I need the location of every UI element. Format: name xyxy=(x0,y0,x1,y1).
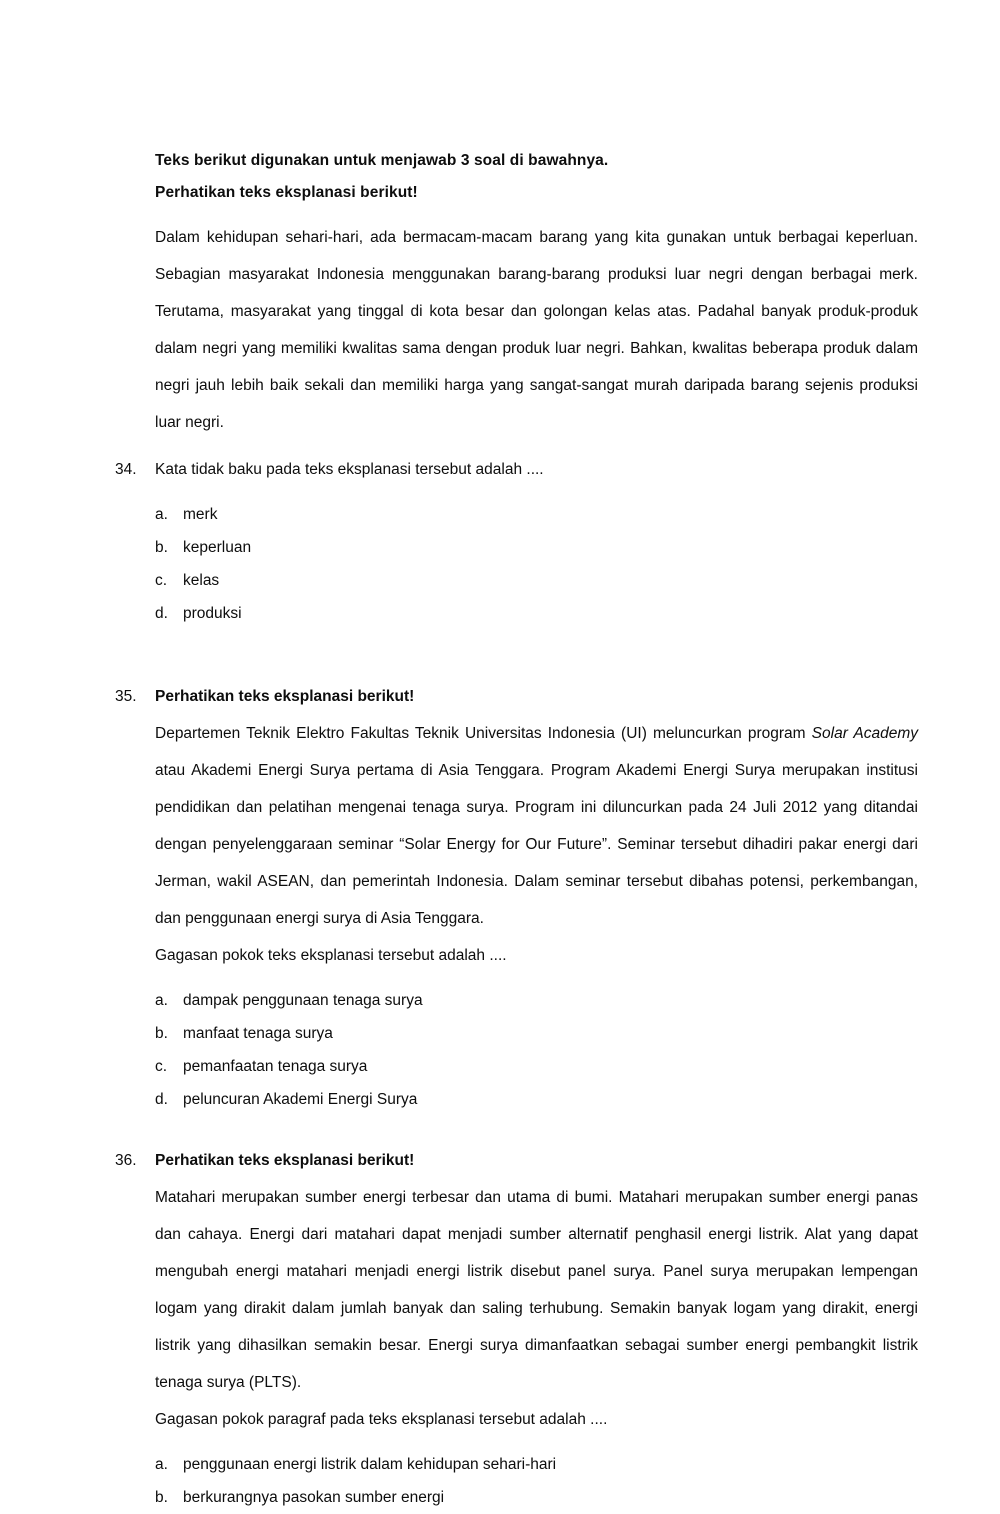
passage-1-text: Dalam kehidupan sehari-hari, ada bermacam-macam barang yang kita gunakan untuk berbagai keperluan. Sebagian masyarakat Indonesia menggunakan barang-barang produksi luar negri dengan berbagai merk. Terutama, masyarakat yang tinggal di kota besar dan golongan kelas atas. Padahal banyak produk-produk dalam negri yang memiliki kwalitas sama dengan produk luar negri. Bahkan, kwalitas beberapa produk dalam negri jauh lebih baik sekali dan memiliki harga yang sangat-sangat murah daripada barang sejenis produksi luar negri. xyxy=(155,229,918,431)
option-label: manfaat tenaga surya xyxy=(183,1025,333,1042)
question-36-stem: Gagasan pokok paragraf pada teks eksplanasi tersebut adalah .... xyxy=(155,1411,608,1428)
option-letter: b. xyxy=(155,1025,168,1042)
question-36-options xyxy=(155,1448,918,1514)
option-letter: a. xyxy=(155,992,168,1009)
question-34-options xyxy=(155,498,918,630)
option-c[interactable] xyxy=(155,564,918,597)
spacer xyxy=(112,488,918,498)
passage-part-1: Departemen Teknik Elektro Fakultas Teknik Universitas Indonesia (UI) meluncurkan program xyxy=(155,725,812,742)
question-34 xyxy=(112,451,918,488)
spacer xyxy=(112,630,918,678)
option-a[interactable] xyxy=(155,1448,918,1481)
option-a[interactable] xyxy=(155,984,918,1017)
option-a[interactable] xyxy=(155,498,918,531)
option-letter: c. xyxy=(155,572,168,589)
intro-line-2: Perhatikan teks eksplanasi berikut! xyxy=(155,184,418,201)
question-35-number: 35. xyxy=(115,688,137,705)
option-letter: b. xyxy=(155,1489,168,1506)
question-35 xyxy=(112,678,918,715)
option-letter: a. xyxy=(155,1456,168,1473)
option-label: kelas xyxy=(183,572,220,589)
spacer xyxy=(112,974,918,984)
question-35-passage xyxy=(155,715,918,937)
option-label: produksi xyxy=(183,605,242,622)
option-label: merk xyxy=(183,506,218,523)
option-b[interactable] xyxy=(155,531,918,564)
question-36-passage: Matahari merupakan sumber energi terbesar dan utama di bumi. Matahari merupakan sumber energi panas dan cahaya. Energi dari matahari dapat menjadi sumber alternatif penghasil energi listrik. Alat yang dapat mengubah energi matahari menjadi energi listrik disebut panel surya. Panel surya merupakan lempengan logam yang dirakit dalam jumlah banyak dan saling terhubung. Semakin banyak logam yang dirakit, energi listrik yang dihasilkan semakin besar. Energi surya dimanfaatkan sebagai sumber energi pembangkit listrik tenaga surya (PLTS). xyxy=(155,1189,918,1391)
option-d[interactable] xyxy=(155,597,918,630)
option-label: berkurangnya pasokan sumber energi xyxy=(183,1489,445,1506)
passage-part-2: atau Akademi Energi Surya pertama di Asia Tenggara. Program Akademi Energi Surya merupakan institusi pendidikan dan pelatihan mengenai tenaga surya. Program ini diluncurkan pada 24 Juli 2012 yang ditandai dengan penyelenggaraan seminar “Solar Energy for Our Future”. Seminar tersebut dihadiri pakar energi dari Jerman, wakil ASEAN, dan pemerintah Indonesia. Dalam seminar tersebut dibahas potensi, perkembangan, dan penggunaan energi surya di Asia Tenggara. xyxy=(155,762,918,927)
question-36-number: 36. xyxy=(115,1152,137,1169)
option-letter: a. xyxy=(155,506,168,523)
question-35-options xyxy=(155,984,918,1116)
option-letter: c. xyxy=(155,1058,168,1075)
question-36-heading: Perhatikan teks eksplanasi berikut! xyxy=(155,1152,415,1169)
spacer xyxy=(112,1116,918,1142)
question-35-stem: Gagasan pokok teks eksplanasi tersebut adalah .... xyxy=(155,947,507,964)
option-letter: d. xyxy=(155,1091,168,1108)
intro-line-1: Teks berikut digunakan untuk menjawab 3 soal di bawahnya. xyxy=(155,152,609,169)
option-letter: d. xyxy=(155,605,168,622)
question-35-heading: Perhatikan teks eksplanasi berikut! xyxy=(155,688,415,705)
option-label: keperluan xyxy=(183,539,252,556)
passage-italic-title: Solar Academy xyxy=(811,725,918,742)
option-c[interactable] xyxy=(155,1050,918,1083)
question-36 xyxy=(112,1142,918,1179)
option-label: peluncuran Akademi Energi Surya xyxy=(183,1091,418,1108)
question-34-stem: Kata tidak baku pada teks eksplanasi tersebut adalah .... xyxy=(155,461,544,478)
question-34-number: 34. xyxy=(115,461,137,478)
option-label: dampak penggunaan tenaga surya xyxy=(183,992,423,1009)
option-b[interactable] xyxy=(155,1017,918,1050)
spacer xyxy=(112,441,918,451)
page-content xyxy=(112,145,918,1514)
spacer xyxy=(112,209,918,219)
option-b[interactable] xyxy=(155,1481,918,1514)
spacer xyxy=(112,1438,918,1448)
option-label: penggunaan energi listrik dalam kehidupan sehari-hari xyxy=(183,1456,557,1473)
option-label: pemanfaatan tenaga surya xyxy=(183,1058,368,1075)
option-d[interactable] xyxy=(155,1083,918,1116)
option-letter: b. xyxy=(155,539,168,556)
